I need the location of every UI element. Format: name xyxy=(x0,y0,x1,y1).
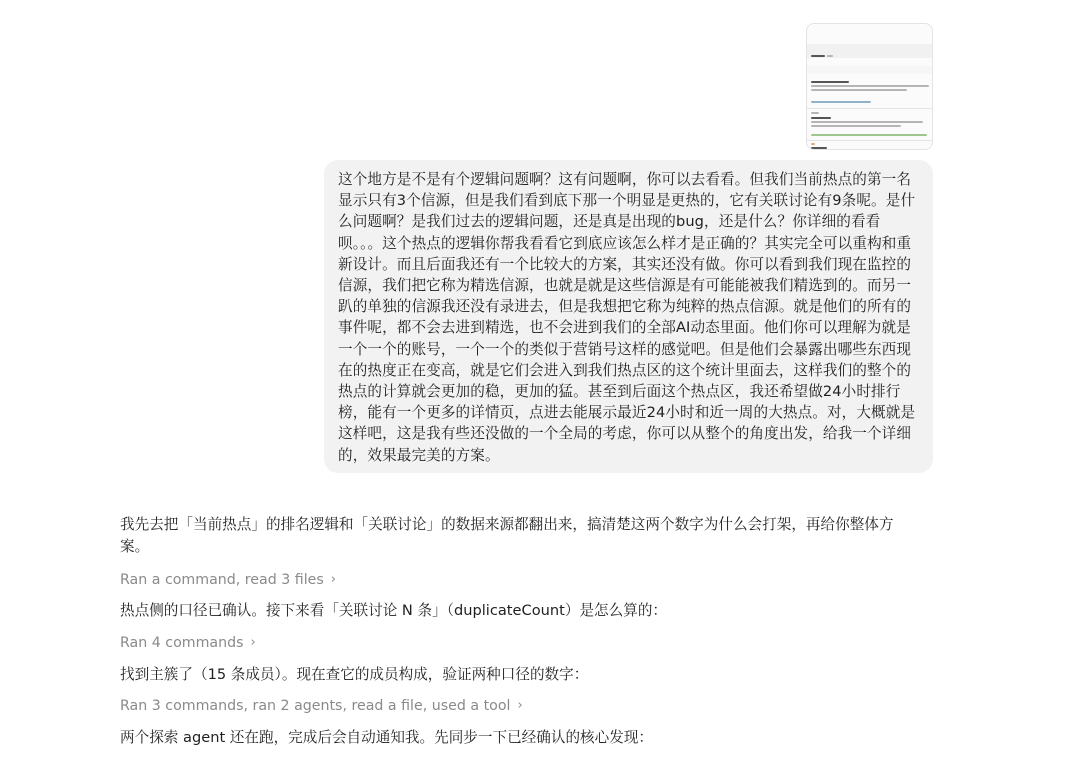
thumb-line xyxy=(811,101,871,103)
thumb-line xyxy=(811,112,819,114)
thumb-line xyxy=(811,89,907,91)
assistant-text-4: 两个探索 agent 还在跑，完成后会自动通知我。先同步一下已经确认的核心发现： xyxy=(120,729,654,746)
thumb-line xyxy=(811,143,815,145)
tool-summary-label: Ran a command, read 3 files xyxy=(120,572,324,588)
thumb-line xyxy=(811,134,927,136)
thumb-divider xyxy=(807,140,932,141)
thumb-line xyxy=(811,125,901,127)
user-message-text: 这个地方是不是有个逻辑问题啊？这有问题啊，你可以去看看。但我们当前热点的第一名显示只有3个信源，但是我们看到底下那一个明显是更热的，它有关联讨论有9条呢。是什么问题啊？是我们过去的逻辑问题，还是真是出现的bug，还是什么？你详细的看看呗。。。这个热点的逻辑你帮我看看它到底应该怎么样才是正确的？其实完全可以重构和重新设计。而且后面我还有一个比较大的方案，其实还没有做。你可以看到我们现在监控的信源，我们把它称为精选信源，也就是就是这些信源是有可能能被我们精选到的。而另一趴的单独的信源我还没有录进去，但是我想把它称为纯粹的热点信源。就是他们的所有的事件呢，都不会去进到精选，也不会进到我们的全部AI动态里面。他们你可以理解为就是一个一个的账号，一个一个的类似于营销号这样的感觉吧。但是他们会暴露出哪些东西现在的热度正在变高，就是它们会进入到我们热点区的这个统计里面去，这样我们的整个的热点的计算就会更加的稳，更加的猛。甚至到后面这个热点区，我还希望做24小时排行榜，能有一个更多的详情页，点进去能展示最近24小时和近一周的大热点。对，大概就是这样吧，这是我有些还没做的一个全局的考虑，你可以从整个的角度出发，给我一个详细的，效果最完美的方案。 xyxy=(338,171,916,464)
thumb-line xyxy=(811,121,923,123)
tool-summary-3[interactable] xyxy=(120,696,523,716)
tool-summary-label: Ran 4 commands xyxy=(120,635,244,651)
thumb-line xyxy=(811,81,849,83)
thumb-line xyxy=(827,55,833,57)
assistant-intro-text: 我先去把「当前热点」的排名逻辑和「关联讨论」的数据来源都翻出来，搞清楚这两个数字为什么会打架，再给你整体方案。 xyxy=(120,516,894,555)
attached-screenshot-thumbnail[interactable] xyxy=(806,23,933,150)
thumb-line xyxy=(811,55,825,57)
chevron-right-icon: › xyxy=(517,698,523,713)
assistant-text-3: 找到主簇了（15 条成员）。现在查它的成员构成，验证两种口径的数字： xyxy=(120,666,589,683)
assistant-text-2: 热点侧的口径已确认。接下来看「关联讨论 N 条」（duplicateCount）是怎么算的： xyxy=(120,602,668,619)
thumb-line xyxy=(811,147,827,149)
tool-summary-label: Ran 3 commands, ran 2 agents, read a file, used a tool xyxy=(120,698,511,714)
thumb-line xyxy=(811,85,929,87)
chevron-right-icon: › xyxy=(330,572,336,587)
thumb-line xyxy=(811,117,831,119)
tool-summary-2[interactable] xyxy=(120,633,256,653)
chevron-right-icon: › xyxy=(250,635,256,650)
user-message-bubble xyxy=(324,160,933,473)
thumb-header-band xyxy=(807,44,932,58)
tool-summary-1[interactable] xyxy=(120,570,336,590)
thumb-divider xyxy=(807,108,932,109)
thumb-band xyxy=(807,66,932,74)
